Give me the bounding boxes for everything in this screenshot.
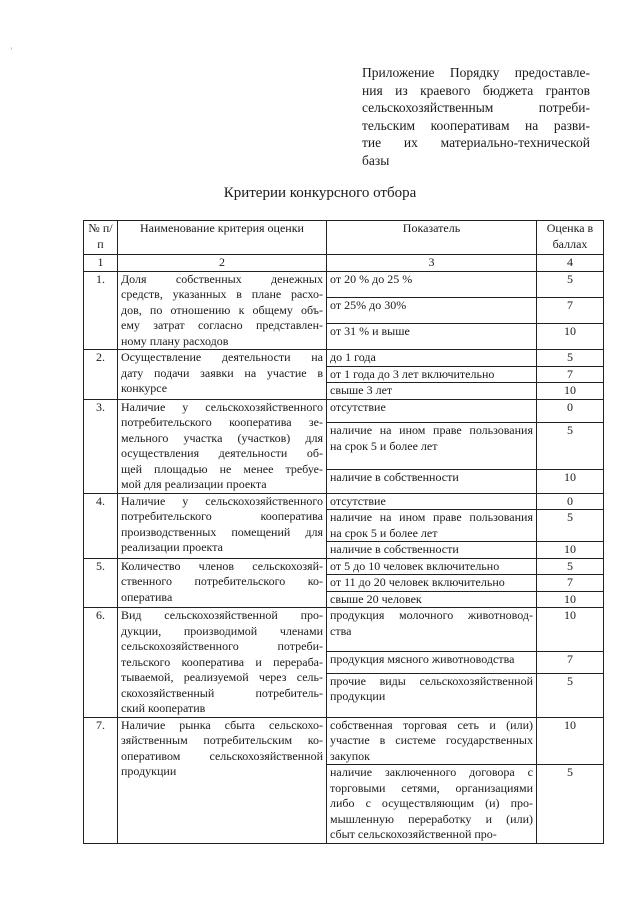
cell-line: от 25% до 30% xyxy=(330,297,407,312)
cell-line: потребительского кооператива зе- xyxy=(121,415,323,429)
appendix-line: базы xyxy=(362,152,390,168)
table-row xyxy=(84,717,604,765)
criterion-number: 2. xyxy=(84,350,118,400)
cell-line: дукции, производимой членами xyxy=(121,623,323,638)
criterion-number: 7. xyxy=(84,717,118,843)
cell-line: сельскохозяйственного потреби- xyxy=(121,639,323,653)
table-header-row xyxy=(84,221,604,255)
score-cell: 0 xyxy=(537,399,604,423)
appendix-line: тельским кооперативам на разви- xyxy=(362,117,590,133)
indicator-cell xyxy=(327,297,537,323)
cell-line: Вид сельскохозяйственной про- xyxy=(121,608,323,622)
indicator-cell xyxy=(327,350,537,367)
margin-mark: ’ xyxy=(10,46,13,55)
criterion-name xyxy=(118,399,327,493)
indicator-cell xyxy=(327,366,537,383)
score-cell: 10 xyxy=(537,383,604,400)
indicator-cell xyxy=(327,493,537,510)
indicator-cell xyxy=(327,542,537,559)
cell-line: оперативом сельскохозяйственной xyxy=(121,748,323,763)
criterion-number: 5. xyxy=(84,558,118,608)
criterion-name xyxy=(118,271,327,350)
cell-line: скохозяйственный потребитель- xyxy=(121,685,323,700)
cell-line: свыше 3 лет xyxy=(330,383,393,397)
cell-line: наличие заключенного договора с xyxy=(330,765,533,779)
cell-line: мельного участка (участков) для xyxy=(121,430,323,445)
cell-line: ский кооператив xyxy=(121,701,206,715)
score-cell: 5 xyxy=(537,558,604,575)
header-score: Оценка в баллах xyxy=(537,221,604,255)
cell-line: сбыт сельскохозяйственной про- xyxy=(330,827,497,841)
cell-line: свыше 20 человек xyxy=(330,591,422,606)
criteria-table xyxy=(83,220,604,844)
criteria-body xyxy=(84,271,604,843)
score-cell: 5 xyxy=(537,510,604,542)
appendix-line: ния из краевого бюджета грантов xyxy=(362,82,590,98)
cell-line: участие в системе государственных xyxy=(330,733,533,747)
indicator-cell xyxy=(327,383,537,400)
score-cell: 5 xyxy=(537,350,604,367)
appendix-line: сельскохозяйственным потреби- xyxy=(362,100,590,115)
cell-line: производственных помещений для xyxy=(121,524,323,539)
cell-line: потребительского кооператива xyxy=(121,509,323,523)
appendix-line: Приложение Порядку предоставле- xyxy=(362,65,590,80)
score-cell: 5 xyxy=(537,271,604,297)
criterion-name xyxy=(118,493,327,558)
cell-line: Наличие у сельскохозяйственного xyxy=(121,493,323,508)
cell-line: ному плану расходов xyxy=(121,333,229,348)
header-indicator: Показатель xyxy=(327,221,537,255)
indicator-cell xyxy=(327,717,537,765)
indicator-cell xyxy=(327,469,537,493)
criterion-number: 6. xyxy=(84,608,118,718)
indicator-cell xyxy=(327,323,537,349)
criterion-name xyxy=(118,717,327,843)
table-row xyxy=(84,608,604,652)
criterion-number: 1. xyxy=(84,271,118,350)
appendix-line: тие их материально-технической xyxy=(362,135,590,150)
score-cell: 10 xyxy=(537,717,604,765)
cell-line: закупок xyxy=(330,748,370,763)
criterion-name xyxy=(118,350,327,400)
cell-line: наличие на ином праве пользования xyxy=(330,510,533,524)
cell-line: продукция молочного животновод- xyxy=(330,608,533,622)
criterion-name xyxy=(118,608,327,718)
cell-line: дов, по отношению к общему объ- xyxy=(121,302,323,317)
cell-line: отсутствие xyxy=(330,493,386,508)
colnum-4: 4 xyxy=(537,255,604,272)
header-num: № п/п xyxy=(84,221,118,255)
cell-line: конкурсе xyxy=(121,381,168,395)
score-cell: 10 xyxy=(537,323,604,349)
score-cell: 10 xyxy=(537,591,604,608)
cell-line: мышленную переработку и (или) xyxy=(330,811,533,826)
cell-line: либо с осуществляющим (и) про- xyxy=(330,796,533,810)
colnum-1: 1 xyxy=(84,255,118,272)
cell-line: ства xyxy=(330,623,352,638)
table-row xyxy=(84,350,604,367)
indicator-cell xyxy=(327,423,537,469)
cell-line: осуществления деятельности об- xyxy=(121,446,323,460)
indicator-cell xyxy=(327,510,537,542)
cell-line: тываемой, реализуемой через сель- xyxy=(121,670,323,684)
indicator-cell xyxy=(327,575,537,592)
cell-line: наличие в собственности xyxy=(330,469,459,484)
cell-line: оператива xyxy=(121,589,173,604)
cell-line: наличие в собственности xyxy=(330,542,459,556)
cell-line: мой для реализации проекта xyxy=(121,477,267,491)
score-cell: 7 xyxy=(537,651,604,673)
cell-line: прочие виды сельскохозяйственной xyxy=(330,673,533,688)
indicator-cell xyxy=(327,558,537,575)
cell-line: Наличие рынка сбыта сельскохо- xyxy=(121,717,323,732)
cell-line: реализации проекта xyxy=(121,540,223,554)
cell-line: на срок 5 и более лет xyxy=(330,525,438,540)
indicator-cell xyxy=(327,399,537,423)
table-row xyxy=(84,399,604,423)
indicator-cell xyxy=(327,651,537,673)
score-cell: 10 xyxy=(537,542,604,559)
score-cell: 7 xyxy=(537,575,604,592)
cell-line: средств, указанных в плане расхо- xyxy=(121,287,323,301)
cell-line: Количество членов сельскохозяй- xyxy=(121,558,323,573)
cell-line: наличие на ином праве пользования xyxy=(330,423,533,438)
cell-line: тельского кооператива и перераба- xyxy=(121,654,323,669)
cell-line: отсутствие xyxy=(330,399,386,414)
cell-line: ственного потребительского ко- xyxy=(121,574,323,588)
table-row xyxy=(84,558,604,575)
cell-line: от 31 % и выше xyxy=(330,323,410,338)
score-cell: 10 xyxy=(537,469,604,493)
cell-line: Осуществление деятельности на xyxy=(121,350,323,364)
header-criterion: Наименование критерия оценки xyxy=(118,221,327,255)
cell-line: продукции xyxy=(330,689,386,704)
cell-line: щей площадью не менее требуе- xyxy=(121,461,323,476)
cell-line: Наличие у сельскохозяйственного xyxy=(121,399,323,414)
score-cell: 5 xyxy=(537,765,604,844)
cell-line: на срок 5 и более лет xyxy=(330,438,438,453)
score-cell: 7 xyxy=(537,366,604,383)
indicator-cell xyxy=(327,271,537,297)
cell-line: Доля собственных денежных xyxy=(121,271,323,286)
cell-line: торговыми сетями, организациями xyxy=(330,780,533,795)
indicator-cell xyxy=(327,608,537,652)
criterion-name xyxy=(118,558,327,608)
column-number-row xyxy=(84,255,604,272)
cell-line: от 1 года до 3 лет включительно xyxy=(330,366,495,381)
criterion-number: 4. xyxy=(84,493,118,558)
cell-line: продукция мясного животноводства xyxy=(330,651,515,666)
table-row xyxy=(84,271,604,297)
appendix-note xyxy=(362,64,590,169)
score-cell: 10 xyxy=(537,608,604,652)
score-cell: 7 xyxy=(537,297,604,323)
colnum-3: 3 xyxy=(327,255,537,272)
table-row xyxy=(84,493,604,510)
score-cell: 0 xyxy=(537,493,604,510)
cell-line: ему затрат согласно представлен- xyxy=(121,318,323,332)
indicator-cell xyxy=(327,765,537,844)
cell-line: до 1 года xyxy=(330,350,376,364)
score-cell: 5 xyxy=(537,673,604,717)
score-cell: 5 xyxy=(537,423,604,469)
cell-line: зяйственным потребительским ко- xyxy=(121,733,323,747)
colnum-2: 2 xyxy=(118,255,327,272)
cell-line: от 5 до 10 человек включительно xyxy=(330,558,500,573)
indicator-cell xyxy=(327,673,537,717)
cell-line: продукции xyxy=(121,764,177,778)
cell-line: дату подачи заявки на участие в xyxy=(121,365,323,380)
criterion-number: 3. xyxy=(84,399,118,493)
indicator-cell xyxy=(327,591,537,608)
cell-line: от 20 % до 25 % xyxy=(330,271,413,286)
page-title: Критерии конкурсного отбора xyxy=(223,185,417,201)
cell-line: от 11 до 20 человек включительно xyxy=(330,575,505,589)
cell-line: собственная торговая сеть и (или) xyxy=(330,717,533,732)
